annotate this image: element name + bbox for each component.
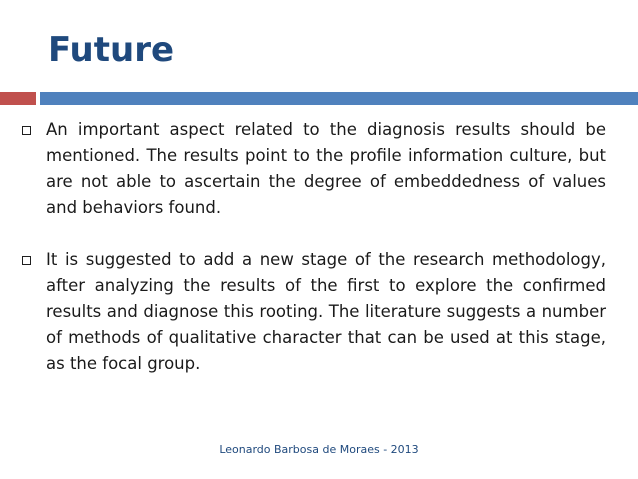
bullet-text: It is suggested to add a new stage of the research methodology, after analyzing the results of the first to explore the confirmed results and diagnose this rooting. The literature suggests a number of methods of qualitative character that can be used at this stage, as the focal group.: [46, 250, 606, 373]
bullet-text: An important aspect related to the diagnosis results should be mentioned. The results point to the profile information culture, but are not able to ascertain the degree of embeddedness of values and behaviors found.: [46, 120, 606, 217]
square-bullet-icon: [22, 256, 31, 265]
bullet-list: [14, 117, 606, 403]
bullet-item: [14, 117, 606, 221]
accent-bar-blue: [40, 92, 638, 105]
slide-title: Future: [48, 30, 175, 70]
footer-credit: Leonardo Barbosa de Moraes - 2013: [219, 443, 419, 456]
accent-bar-red: [0, 92, 36, 105]
square-bullet-icon: [22, 126, 31, 135]
bullet-item: [14, 247, 606, 377]
